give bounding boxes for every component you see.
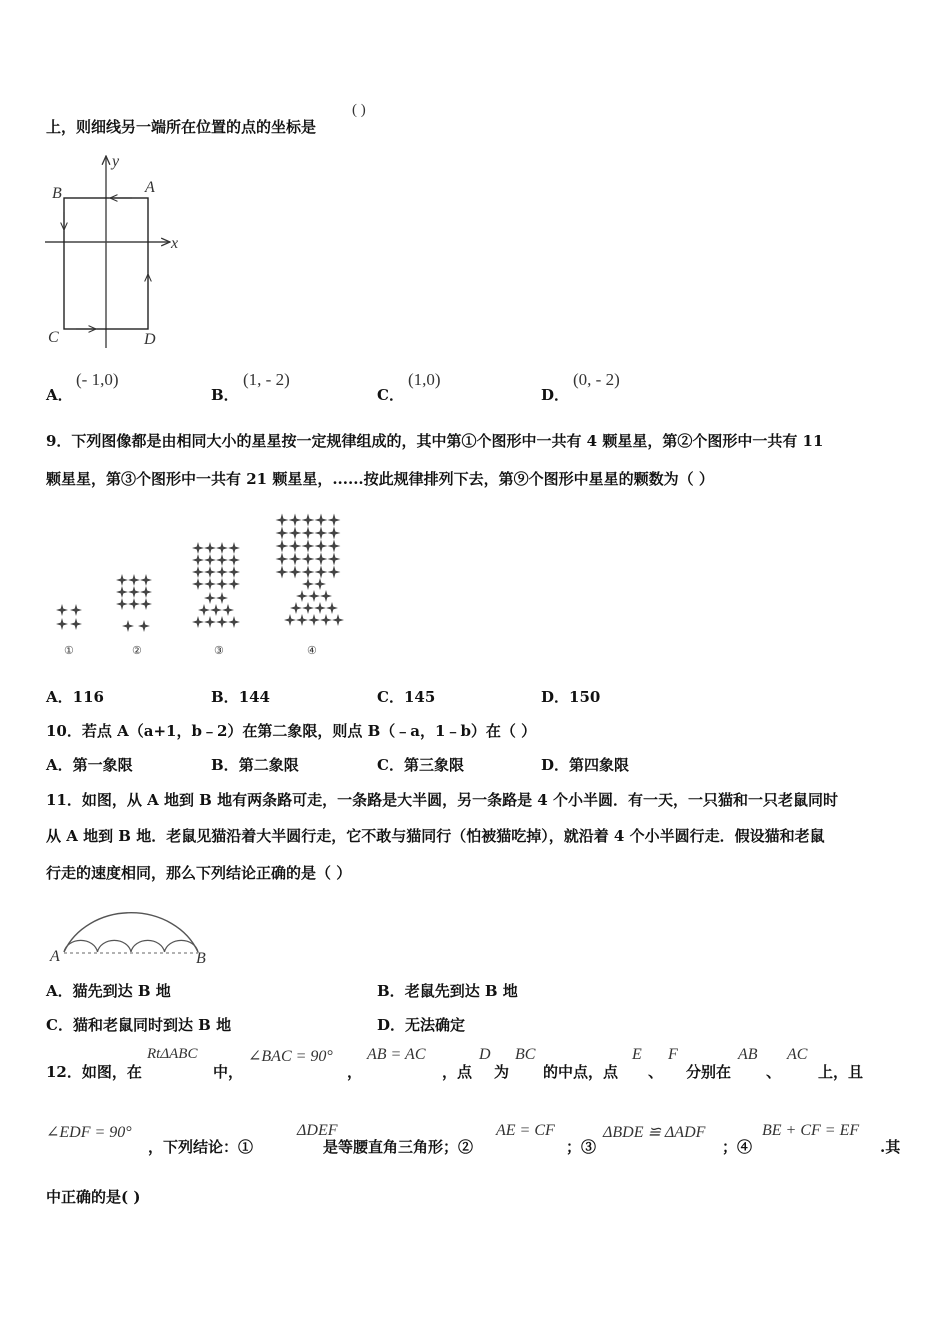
q9-stem-line1: 9．下列图像都是由相同大小的星星按一定规律组成的，其中第①个图形中一共有 4 颗星星，第②个图形中一共有 11 — [46, 432, 824, 450]
q12-math-be-cf-ef: BE + CF = EF — [762, 1122, 860, 1139]
star-icon — [328, 540, 341, 553]
star-icon — [328, 514, 341, 527]
star-icon — [122, 620, 134, 632]
star-icon — [192, 542, 204, 554]
star-icon — [216, 554, 228, 566]
star-icon — [228, 566, 240, 578]
star-icon — [314, 602, 326, 614]
q12-text-9: 、 — [766, 1063, 782, 1081]
label-y: y — [112, 153, 120, 170]
star-icon — [128, 598, 140, 610]
star-icon — [128, 586, 140, 598]
star-icon — [284, 614, 296, 626]
star-icon — [276, 540, 289, 553]
star-icon — [308, 590, 320, 602]
small-semicircle-2 — [98, 940, 132, 952]
q12-math-triangle-def: ΔDEF — [297, 1122, 338, 1139]
label-B: B — [52, 185, 62, 202]
star-icon — [302, 527, 315, 540]
star-icon — [289, 566, 302, 579]
q12-math-angle-bac: ∠BAC = 90° — [248, 1048, 333, 1065]
star-icon — [326, 602, 338, 614]
star-icon — [198, 604, 210, 616]
q8-option-d-letter: D． — [541, 386, 570, 404]
q8-answer-paren: ( ) — [352, 102, 366, 118]
q9-option-d: D．150 — [541, 688, 601, 706]
star-icon — [228, 578, 240, 590]
star-icon — [116, 574, 128, 586]
star-icon — [296, 614, 308, 626]
star-icon — [302, 602, 314, 614]
star-icon — [228, 616, 240, 628]
q9-stem-line2: 颗星星，第③个图形中一共有 21 颗星星，......按此规律排列下去，第⑨个图形中星星的颗数为（ ） — [46, 470, 714, 488]
q12-math-e: E — [632, 1046, 642, 1063]
star-icon — [204, 542, 216, 554]
q8-option-b-letter: B． — [211, 386, 239, 404]
star-icon — [302, 540, 315, 553]
q12-text-10: 上，且 — [818, 1063, 864, 1081]
star-icon — [315, 540, 328, 553]
label-A: A — [50, 948, 60, 965]
q12-text-16: 中正确的是( ) — [46, 1188, 141, 1206]
label-C: C — [48, 329, 59, 346]
q12-math-congruent: ΔBDE ≌ ΔADF — [603, 1124, 706, 1141]
star-icon — [116, 598, 128, 610]
star-icon — [314, 578, 326, 590]
q11-option-d: D．无法确定 — [377, 1016, 466, 1034]
label-D: D — [144, 331, 156, 348]
q8-option-a-letter: A． — [46, 386, 73, 404]
q8-option-d-value: (0, - 2) — [573, 370, 620, 389]
star-icon — [216, 592, 228, 604]
star-icon — [328, 566, 341, 579]
figure-label-4: ④ — [307, 645, 317, 657]
q11-option-b: B．老鼠先到达 B 地 — [377, 982, 518, 1000]
coordinate-rectangle-figure — [40, 150, 190, 355]
q10-option-c: C．第三象限 — [377, 756, 464, 774]
q12-text-14: ；④ — [722, 1138, 753, 1156]
star-icon — [70, 618, 82, 630]
star-icon — [328, 527, 341, 540]
label-x: x — [171, 235, 179, 252]
q12-text-11: ，下列结论：① — [148, 1138, 254, 1156]
q11-stem-line1: 11．如图，从 A 地到 B 地有两条路可走，一条路是大半圆，另一条路是 4 个小半圆．有一天，一只猫和一只老鼠同时 — [46, 791, 838, 809]
star-icon — [296, 590, 308, 602]
star-icon — [140, 586, 152, 598]
star-icon — [216, 578, 228, 590]
q12-math-ab: AB — [738, 1046, 758, 1063]
star-icon — [70, 604, 82, 616]
label-A: A — [145, 179, 155, 196]
q8-option-a-value: (- 1,0) — [76, 370, 119, 389]
star-icon — [56, 618, 68, 630]
star-icon — [192, 566, 204, 578]
star-icon — [289, 527, 302, 540]
q10-stem: 10．若点 A（a+1，b﹣2）在第二象限，则点 B（﹣a，1﹣b）在（ ） — [46, 722, 537, 740]
star-icon — [204, 616, 216, 628]
star-icon — [289, 553, 302, 566]
star-icon — [192, 554, 204, 566]
q10-option-b: B．第二象限 — [211, 756, 299, 774]
star-icon — [116, 586, 128, 598]
q12-text-2: 中， — [213, 1063, 244, 1081]
star-icon — [289, 514, 302, 527]
star-icon — [302, 514, 315, 527]
q10-option-a: A．第一象限 — [46, 756, 133, 774]
star-icon — [140, 598, 152, 610]
star-icon — [315, 514, 328, 527]
q12-text-4: ，点 — [442, 1063, 473, 1081]
star-icon — [216, 616, 228, 628]
star-icon — [289, 540, 302, 553]
figure-label-1: ① — [64, 645, 74, 657]
star-icon — [332, 614, 344, 626]
q9-option-b: B．144 — [211, 688, 270, 706]
star-icon — [302, 553, 315, 566]
small-semicircle-3 — [131, 940, 165, 952]
q8-option-c-letter: C． — [377, 386, 404, 404]
star-icon — [276, 553, 289, 566]
q12-math-angle-edf: ∠EDF = 90° — [46, 1124, 132, 1141]
figure-label-2: ② — [132, 645, 142, 657]
star-pattern-figure — [44, 502, 356, 660]
q11-option-c: C．猫和老鼠同时到达 B 地 — [46, 1016, 232, 1034]
star-icon — [320, 614, 332, 626]
q12-text-5: 为 — [494, 1063, 510, 1081]
q8-stem-tail: 上，则细线另一端所在位置的点的坐标是 — [46, 118, 317, 136]
star-icon — [216, 566, 228, 578]
q12-text-7: 、 — [648, 1063, 664, 1081]
q10-option-d: D．第四象限 — [541, 756, 630, 774]
star-icon — [216, 542, 228, 554]
figure-label-3: ③ — [214, 645, 224, 657]
q12-math-ac: AC — [787, 1046, 808, 1063]
q12-math-f: F — [668, 1046, 678, 1063]
star-icon — [56, 604, 68, 616]
q12-text-8: 分别在 — [686, 1063, 732, 1081]
star-icon — [328, 553, 341, 566]
star-icon — [290, 602, 302, 614]
q8-option-b-value: (1, - 2) — [243, 370, 290, 389]
star-icon — [302, 578, 314, 590]
star-icon — [228, 554, 240, 566]
q12-text-3: ， — [347, 1063, 363, 1081]
star-icon — [192, 578, 204, 590]
star-icon — [315, 527, 328, 540]
q12-text-6: 的中点，点 — [543, 1063, 619, 1081]
q12-math-ae-eq-cf: AE = CF — [496, 1122, 555, 1139]
q12-math-ab-eq-ac: AB = AC — [367, 1046, 426, 1063]
star-icon — [192, 616, 204, 628]
star-icon — [222, 604, 234, 616]
star-icon — [140, 574, 152, 586]
q11-stem-line2: 从 A 地到 B 地．老鼠见猫沿着大半圆行走，它不敢与猫同行（怕被猫吃掉），就沿着 4 个小半圆行走．假设猫和老鼠 — [46, 827, 825, 845]
semicircle-paths-figure — [48, 890, 218, 970]
star-icon — [204, 578, 216, 590]
q12-math-bc: BC — [515, 1046, 536, 1063]
star-icon — [204, 554, 216, 566]
star-icon — [204, 592, 216, 604]
star-icon — [228, 542, 240, 554]
star-icon — [210, 604, 222, 616]
star-icon — [276, 514, 289, 527]
star-icon — [276, 566, 289, 579]
q12-math-rt-triangle: RtΔABC — [147, 1046, 198, 1062]
star-icon — [128, 574, 140, 586]
q9-option-a: A．116 — [46, 688, 104, 706]
star-icon — [315, 553, 328, 566]
q12-text-15: .其 — [880, 1138, 901, 1156]
star-icon — [204, 566, 216, 578]
q12-text-13: ；③ — [566, 1138, 597, 1156]
star-icon — [138, 620, 150, 632]
q8-option-c-value: (1,0) — [408, 370, 441, 389]
q9-option-c: C．145 — [377, 688, 436, 706]
label-B: B — [196, 950, 206, 967]
large-semicircle — [64, 913, 198, 952]
star-icon — [320, 590, 332, 602]
star-icon — [302, 566, 315, 579]
q12-text-12: 是等腰直角三角形；② — [323, 1138, 474, 1156]
star-icon — [308, 614, 320, 626]
q12-text-1: 12．如图，在 — [46, 1063, 142, 1081]
q11-option-a: A．猫先到达 B 地 — [46, 982, 171, 1000]
star-icon — [276, 527, 289, 540]
star-icon — [315, 566, 328, 579]
q12-math-d: D — [479, 1046, 491, 1063]
q11-stem-line3: 行走的速度相同，那么下列结论正确的是（ ） — [46, 864, 352, 882]
